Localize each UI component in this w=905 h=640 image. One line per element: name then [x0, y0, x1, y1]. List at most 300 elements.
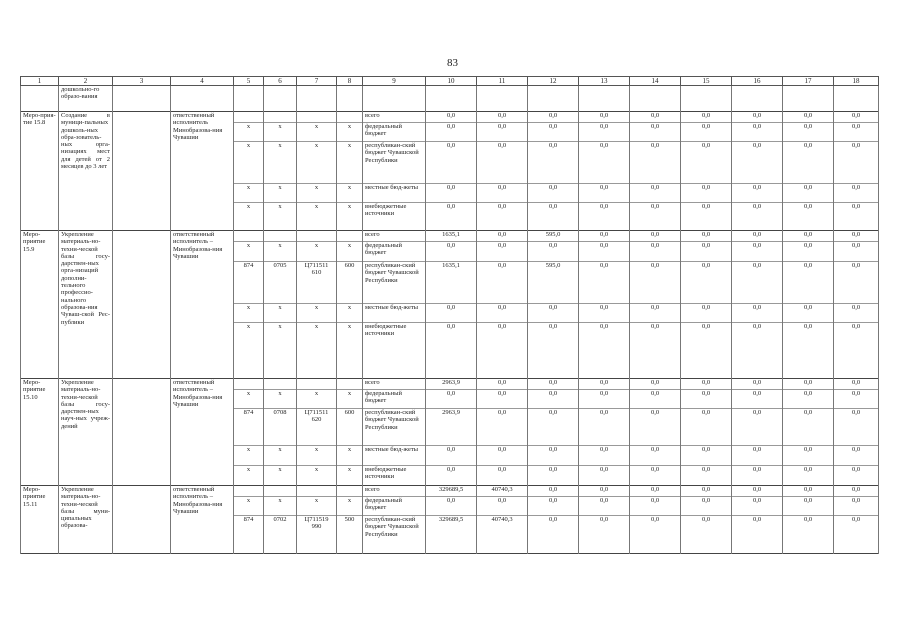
- table-cell: 0708: [264, 409, 297, 446]
- table-cell: всего: [363, 379, 426, 390]
- table-cell: 0,0: [630, 142, 681, 184]
- table-cell: 0,0: [579, 203, 630, 231]
- table-cell: республикан-ский бюджет Чувашской Республики: [363, 142, 426, 184]
- table-cell: 0,0: [834, 231, 879, 242]
- table-cell: 0,0: [477, 262, 528, 304]
- table-cell: 0,0: [732, 123, 783, 142]
- table-cell: 0,0: [630, 466, 681, 486]
- table-cell: 0,0: [528, 409, 579, 446]
- table-cell: 600: [337, 262, 363, 304]
- table-cell: 0,0: [834, 203, 879, 231]
- table-cell: 0,0: [783, 409, 834, 446]
- table-cell: 0,0: [732, 323, 783, 379]
- table-cell: x: [337, 142, 363, 184]
- table-cell: 0,0: [732, 390, 783, 409]
- table-cell: x: [234, 323, 264, 379]
- table-cell: 0,0: [783, 231, 834, 242]
- table-cell: всего: [363, 486, 426, 497]
- table-cell: 0,0: [579, 142, 630, 184]
- table-cell: 0,0: [477, 446, 528, 466]
- table-cell: 0,0: [426, 112, 477, 123]
- table-cell: 0,0: [783, 390, 834, 409]
- column-header-12: 12: [528, 77, 579, 86]
- table-cell: 0,0: [579, 304, 630, 323]
- table-cell: 1635,1: [426, 231, 477, 242]
- table-cell: 329689,5: [426, 486, 477, 497]
- table-cell: 2963,9: [426, 379, 477, 390]
- table-cell: 0,0: [579, 446, 630, 466]
- table-cell: x: [337, 203, 363, 231]
- table-cell: 0,0: [477, 142, 528, 184]
- table-cell: 0,0: [834, 242, 879, 262]
- table-cell: 0,0: [630, 304, 681, 323]
- table-cell: 0,0: [426, 466, 477, 486]
- table-cell: 500: [337, 516, 363, 554]
- table-cell: x: [337, 466, 363, 486]
- column-header-15: 15: [681, 77, 732, 86]
- table-cell: 0,0: [528, 304, 579, 323]
- table-cell: x: [297, 203, 337, 231]
- table-cell: 0,0: [681, 379, 732, 390]
- table-cell: 0,0: [732, 379, 783, 390]
- table-cell: Создание в муници-пальных дошколь-ных обра-зователь-ных орга-низациях мест для детей от 2 месяцев до 3 лет: [59, 112, 113, 231]
- table-cell: 2963,9: [426, 409, 477, 446]
- table-cell: 0,0: [630, 184, 681, 203]
- table-cell: x: [264, 323, 297, 379]
- table-cell: 0,0: [783, 184, 834, 203]
- table-cell: 0,0: [681, 123, 732, 142]
- table-cell: 0,0: [732, 446, 783, 466]
- table-cell: [113, 86, 171, 112]
- table-cell: 0,0: [579, 112, 630, 123]
- table-cell: 0,0: [630, 112, 681, 123]
- table-cell: x: [234, 142, 264, 184]
- table-cell: 595,0: [528, 231, 579, 242]
- table-cell: Меро-прия-тие 15.8: [21, 112, 59, 231]
- table-cell: 0,0: [630, 242, 681, 262]
- column-header-1: 1: [21, 77, 59, 86]
- table-cell: 0,0: [783, 112, 834, 123]
- table-cell: 600: [337, 409, 363, 446]
- table-cell: федеральный бюджет: [363, 497, 426, 516]
- table-cell: 0,0: [528, 242, 579, 262]
- table-cell: 0,0: [834, 466, 879, 486]
- table-cell: 0,0: [528, 497, 579, 516]
- table-cell: федеральный бюджет: [363, 242, 426, 262]
- table-cell: 40740,3: [477, 516, 528, 554]
- table-cell: 0,0: [732, 409, 783, 446]
- column-header-3: 3: [113, 77, 171, 86]
- table-cell: x: [337, 304, 363, 323]
- table-cell: 0,0: [681, 262, 732, 304]
- table-cell: [113, 231, 171, 379]
- table-cell: 0,0: [426, 184, 477, 203]
- table-cell: 0,0: [681, 446, 732, 466]
- table-cell: 0,0: [732, 203, 783, 231]
- table-cell: ответственный исполнитель – Минобразова-ния Чувашии: [171, 231, 234, 379]
- table-cell: 0,0: [834, 446, 879, 466]
- table-cell: 0,0: [783, 379, 834, 390]
- table-cell: x: [297, 323, 337, 379]
- table-cell: [477, 86, 528, 112]
- table-cell: x: [337, 242, 363, 262]
- table-cell: x: [234, 123, 264, 142]
- table-cell: 1635,1: [426, 262, 477, 304]
- table-cell: всего: [363, 231, 426, 242]
- table-cell: 0,0: [579, 323, 630, 379]
- table-cell: 0,0: [834, 184, 879, 203]
- table-cell: всего: [363, 112, 426, 123]
- table-cell: Меро-приятие 15.10: [21, 379, 59, 486]
- table-cell: 0,0: [426, 203, 477, 231]
- table-cell: 0,0: [783, 446, 834, 466]
- table-cell: федеральный бюджет: [363, 390, 426, 409]
- table-cell: [337, 231, 363, 242]
- table-cell: x: [234, 390, 264, 409]
- table-cell: x: [337, 323, 363, 379]
- table-cell: 0,0: [528, 446, 579, 466]
- table-cell: 0,0: [426, 142, 477, 184]
- table-cell: внебюджетные источники: [363, 323, 426, 379]
- table-cell: x: [234, 184, 264, 203]
- table-cell: 0,0: [783, 323, 834, 379]
- table-cell: 874: [234, 409, 264, 446]
- table-cell: 0,0: [528, 486, 579, 497]
- table-cell: x: [297, 123, 337, 142]
- table-cell: [681, 86, 732, 112]
- table-row: [21, 379, 879, 390]
- table-cell: [234, 112, 264, 123]
- table-cell: [113, 112, 171, 231]
- table-cell: 595,0: [528, 262, 579, 304]
- table-cell: 0,0: [477, 123, 528, 142]
- table-cell: местные бюд-жеты: [363, 184, 426, 203]
- table-cell: 0,0: [681, 304, 732, 323]
- table-cell: 0,0: [681, 112, 732, 123]
- column-header-11: 11: [477, 77, 528, 86]
- table-cell: 0,0: [783, 123, 834, 142]
- column-header-8: 8: [337, 77, 363, 86]
- table-cell: 0,0: [477, 323, 528, 379]
- table-cell: 0,0: [681, 231, 732, 242]
- table-cell: 0,0: [528, 323, 579, 379]
- table-cell: 0,0: [528, 466, 579, 486]
- table-row: [21, 112, 879, 123]
- table-cell: 0,0: [834, 409, 879, 446]
- table-cell: 0,0: [834, 323, 879, 379]
- column-header-13: 13: [579, 77, 630, 86]
- table-cell: 0,0: [579, 466, 630, 486]
- table-cell: [234, 86, 264, 112]
- table-cell: 0,0: [834, 390, 879, 409]
- table-cell: 0705: [264, 262, 297, 304]
- table-cell: [234, 379, 264, 390]
- table-cell: 0,0: [732, 486, 783, 497]
- table-cell: 0,0: [681, 409, 732, 446]
- table-cell: 0,0: [630, 262, 681, 304]
- table-cell: 0,0: [732, 184, 783, 203]
- table-cell: x: [264, 242, 297, 262]
- table-cell: x: [264, 466, 297, 486]
- table-cell: [337, 486, 363, 497]
- table-cell: [264, 112, 297, 123]
- table-cell: 0,0: [528, 203, 579, 231]
- table-cell: x: [337, 497, 363, 516]
- table-cell: 0,0: [528, 142, 579, 184]
- table-cell: Ц711519 990: [297, 516, 337, 554]
- table-cell: x: [234, 203, 264, 231]
- table-cell: 0,0: [783, 516, 834, 554]
- table-cell: 0,0: [834, 379, 879, 390]
- table-cell: 0,0: [630, 379, 681, 390]
- table-cell: x: [337, 446, 363, 466]
- table-cell: 0,0: [783, 262, 834, 304]
- table-cell: [234, 486, 264, 497]
- table-cell: местные бюд-жеты: [363, 304, 426, 323]
- table-cell: Ц711511 620: [297, 409, 337, 446]
- header-row: [21, 77, 879, 86]
- table-cell: 0,0: [630, 409, 681, 446]
- table-cell: x: [297, 142, 337, 184]
- column-header-10: 10: [426, 77, 477, 86]
- table-cell: x: [264, 184, 297, 203]
- column-header-7: 7: [297, 77, 337, 86]
- table-cell: 0,0: [477, 497, 528, 516]
- table-cell: 0,0: [579, 231, 630, 242]
- table-cell: 0,0: [579, 486, 630, 497]
- table-cell: 0,0: [630, 516, 681, 554]
- table-cell: x: [337, 184, 363, 203]
- table-cell: 0,0: [477, 409, 528, 446]
- table-cell: 0,0: [732, 466, 783, 486]
- table-cell: 0,0: [426, 123, 477, 142]
- table-cell: 0,0: [579, 242, 630, 262]
- table-cell: [297, 379, 337, 390]
- table-cell: 0,0: [630, 323, 681, 379]
- table-cell: x: [234, 466, 264, 486]
- table-row: [21, 231, 879, 242]
- table-cell: [171, 86, 234, 112]
- table-cell: [297, 231, 337, 242]
- table-cell: 0,0: [477, 379, 528, 390]
- column-header-6: 6: [264, 77, 297, 86]
- table-cell: [783, 86, 834, 112]
- table-cell: 0,0: [630, 231, 681, 242]
- table-cell: 874: [234, 516, 264, 554]
- table-cell: x: [297, 304, 337, 323]
- table-cell: x: [234, 304, 264, 323]
- table-cell: республикан-ский бюджет Чувашской Республики: [363, 409, 426, 446]
- table-cell: 0,0: [477, 231, 528, 242]
- column-header-5: 5: [234, 77, 264, 86]
- budget-table: [20, 76, 879, 554]
- table-cell: x: [264, 123, 297, 142]
- table-cell: 0,0: [579, 409, 630, 446]
- column-header-4: 4: [171, 77, 234, 86]
- table-cell: 0,0: [477, 112, 528, 123]
- table-cell: 0,0: [681, 323, 732, 379]
- table-cell: [337, 86, 363, 112]
- table-cell: ответственный исполнитель – Минобразова-ния Чувашии: [171, 486, 234, 554]
- table-cell: [579, 86, 630, 112]
- table-cell: [264, 486, 297, 497]
- table-cell: x: [337, 123, 363, 142]
- table-cell: 0,0: [528, 112, 579, 123]
- table-cell: 0,0: [477, 466, 528, 486]
- table-cell: 0,0: [477, 390, 528, 409]
- table-cell: [337, 379, 363, 390]
- table-cell: Ц711511 610: [297, 262, 337, 304]
- column-header-2: 2: [59, 77, 113, 86]
- table-cell: 0,0: [681, 203, 732, 231]
- table-cell: [113, 379, 171, 486]
- table-cell: 0,0: [630, 446, 681, 466]
- table-cell: Меро-приятие 15.11: [21, 486, 59, 554]
- table-cell: 0,0: [783, 203, 834, 231]
- table-cell: [834, 86, 879, 112]
- table-cell: 0,0: [732, 242, 783, 262]
- table-cell: 0,0: [426, 242, 477, 262]
- table-cell: 0,0: [579, 123, 630, 142]
- table-cell: 0,0: [630, 497, 681, 516]
- table-cell: 0,0: [783, 466, 834, 486]
- table-cell: [426, 86, 477, 112]
- table-cell: 0,0: [426, 497, 477, 516]
- table-cell: федеральный бюджет: [363, 123, 426, 142]
- table-cell: [113, 486, 171, 554]
- table-cell: x: [297, 242, 337, 262]
- table-cell: 0,0: [681, 390, 732, 409]
- table-cell: 0,0: [681, 142, 732, 184]
- table-cell: [297, 112, 337, 123]
- table-cell: 0,0: [630, 203, 681, 231]
- table-cell: 0,0: [783, 242, 834, 262]
- table-cell: республикан-ский бюджет Чувашской Республики: [363, 262, 426, 304]
- table-cell: x: [297, 466, 337, 486]
- table-cell: Укрепление материаль-но-техни-ческой базы госу-дарствен-ных орга-низаций дополни-тельного профессио-нального образова-ния Чуваш-ской Рес-публики: [59, 231, 113, 379]
- table-cell: [234, 231, 264, 242]
- table-cell: 0,0: [783, 142, 834, 184]
- table-cell: [264, 231, 297, 242]
- table-cell: 0,0: [579, 379, 630, 390]
- table-cell: 0,0: [732, 516, 783, 554]
- table-cell: 0,0: [732, 112, 783, 123]
- table-cell: 0,0: [834, 516, 879, 554]
- table-cell: 0,0: [681, 184, 732, 203]
- table-cell: 0,0: [426, 446, 477, 466]
- table-cell: [21, 86, 59, 112]
- table-cell: 0,0: [783, 486, 834, 497]
- table-cell: 0,0: [426, 390, 477, 409]
- table-cell: 0,0: [681, 516, 732, 554]
- table-cell: x: [297, 390, 337, 409]
- table-cell: 0,0: [681, 497, 732, 516]
- table-cell: x: [264, 203, 297, 231]
- table-cell: [732, 86, 783, 112]
- table-cell: 0,0: [477, 184, 528, 203]
- table-cell: 0,0: [579, 390, 630, 409]
- table-cell: 0,0: [579, 497, 630, 516]
- table-cell: x: [264, 142, 297, 184]
- table-cell: 0,0: [783, 497, 834, 516]
- table-cell: [630, 86, 681, 112]
- table-cell: Меро-приятие 15.9: [21, 231, 59, 379]
- table-cell: 0,0: [528, 390, 579, 409]
- table-cell: [528, 86, 579, 112]
- table-row: [21, 486, 879, 497]
- table-cell: 0,0: [732, 142, 783, 184]
- table-cell: 0,0: [834, 142, 879, 184]
- table-cell: x: [337, 390, 363, 409]
- table-cell: 0,0: [528, 184, 579, 203]
- table-cell: 0,0: [477, 304, 528, 323]
- table-cell: [297, 86, 337, 112]
- table-cell: 0,0: [834, 123, 879, 142]
- table-cell: x: [234, 446, 264, 466]
- table-cell: Укрепление материаль-но-техни-ческой базы муни-ципальных образова-: [59, 486, 113, 554]
- column-header-16: 16: [732, 77, 783, 86]
- table-cell: 0,0: [834, 497, 879, 516]
- table-cell: 40740,3: [477, 486, 528, 497]
- table-cell: x: [264, 390, 297, 409]
- table-cell: внебюджетные источники: [363, 466, 426, 486]
- table-cell: [337, 112, 363, 123]
- column-header-18: 18: [834, 77, 879, 86]
- table-cell: x: [264, 446, 297, 466]
- table-cell: республикан-ский бюджет Чувашской Республики: [363, 516, 426, 554]
- table-cell: 0,0: [834, 486, 879, 497]
- table-cell: x: [297, 497, 337, 516]
- table-cell: 0,0: [681, 486, 732, 497]
- table-cell: 0,0: [681, 466, 732, 486]
- table-cell: x: [264, 304, 297, 323]
- table-cell: 0,0: [834, 112, 879, 123]
- column-header-9: 9: [363, 77, 426, 86]
- table-cell: x: [234, 497, 264, 516]
- table-cell: 874: [234, 262, 264, 304]
- table-cell: 0,0: [732, 497, 783, 516]
- table-cell: 0,0: [477, 203, 528, 231]
- table-cell: 0,0: [477, 242, 528, 262]
- table-cell: 0,0: [630, 486, 681, 497]
- column-header-14: 14: [630, 77, 681, 86]
- table-cell: внебюджетные источники: [363, 203, 426, 231]
- table-cell: [264, 379, 297, 390]
- table-cell: 0,0: [630, 390, 681, 409]
- table-cell: 0,0: [528, 516, 579, 554]
- table-row: [21, 86, 879, 112]
- table-cell: ответственный исполнитель Минобразова-ния Чувашии: [171, 112, 234, 231]
- table-cell: дошкольно-го образо-вания: [59, 86, 113, 112]
- table-cell: 0,0: [630, 123, 681, 142]
- table-cell: [363, 86, 426, 112]
- table-cell: [297, 486, 337, 497]
- table-cell: x: [234, 242, 264, 262]
- table-cell: 0,0: [834, 262, 879, 304]
- table-cell: 0702: [264, 516, 297, 554]
- table-cell: 0,0: [426, 304, 477, 323]
- column-header-17: 17: [783, 77, 834, 86]
- table-cell: 0,0: [681, 242, 732, 262]
- table-cell: [264, 86, 297, 112]
- table-cell: 0,0: [426, 323, 477, 379]
- table-cell: 0,0: [732, 262, 783, 304]
- table-cell: 0,0: [732, 304, 783, 323]
- table-cell: 329689,5: [426, 516, 477, 554]
- table-cell: 0,0: [834, 304, 879, 323]
- table-cell: 0,0: [528, 379, 579, 390]
- table-cell: 0,0: [732, 231, 783, 242]
